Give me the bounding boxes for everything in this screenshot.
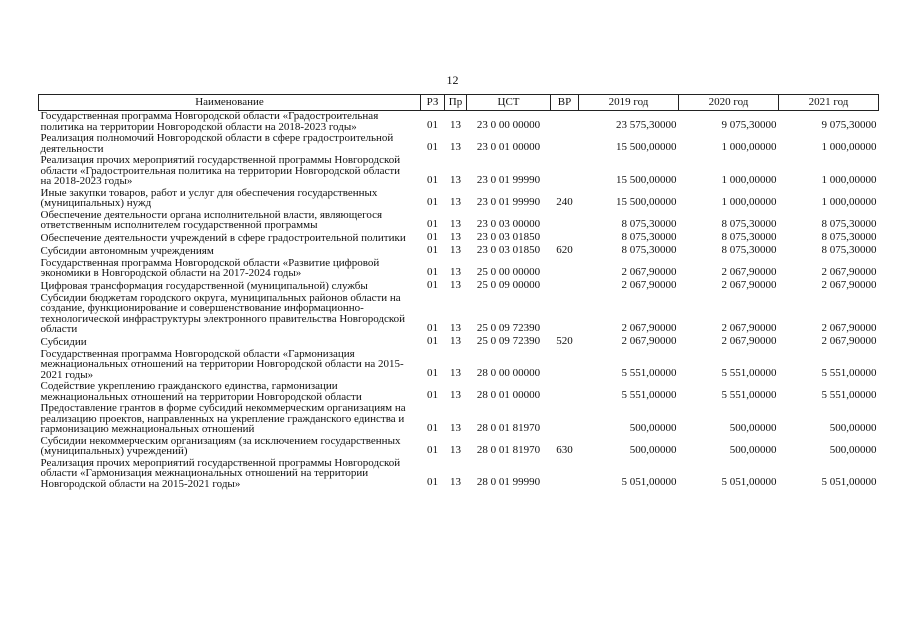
- table-row: [39, 210, 879, 232]
- row-2020: 5 551,00000: [721, 367, 777, 379]
- row-rz: 01: [427, 334, 438, 347]
- table-row: [39, 336, 879, 349]
- row-rz: 01: [427, 119, 438, 131]
- row-2019: 2 067,90000: [621, 321, 677, 334]
- table-row: [39, 381, 879, 403]
- row-name: Реализация полномочий Новгородской области в сфере градостроительной деятельности: [40, 132, 394, 155]
- row-2021: 2 067,90000: [821, 321, 877, 334]
- header-cst: ЦСТ: [467, 95, 551, 111]
- table-row: [39, 436, 879, 458]
- row-cst: 23 0 00 00000: [476, 119, 541, 131]
- row-vr: 620: [556, 243, 573, 256]
- row-rz: 01: [427, 217, 438, 230]
- row-vr: [551, 133, 579, 155]
- row-name: Субсидии бюджетам городского округа, муниципальных районов области на создание, функционирование и совершенствование информационно-технологической инфраструктуры электронного правительства Новгородской области: [40, 291, 406, 335]
- table-row: [39, 188, 879, 210]
- row-name: Обеспечение деятельности органа исполнительной власти, являющегося ответственным исполнителем государственной программы: [40, 208, 383, 231]
- row-2020: 500,00000: [729, 421, 777, 434]
- row-name: Субсидии некоммерческим организациям (за исключением государственных (муниципальных) учреждений): [40, 434, 401, 457]
- row-rz: 01: [427, 389, 438, 401]
- row-vr: [551, 210, 579, 232]
- row-rz: 01: [427, 141, 438, 153]
- header-name: Наименование: [39, 95, 421, 111]
- row-2020: 2 067,90000: [721, 265, 777, 278]
- row-name: Государственная программа Новгородской области «Гармонизация межнациональных отношений на территории Новгородской области на 2015-2021 годы»: [40, 347, 404, 381]
- row-name: Обеспечение деятельности учреждений в сфере градостроительной политики: [40, 232, 406, 244]
- row-pr: 13: [450, 334, 461, 347]
- row-2021: 1 000,00000: [821, 195, 877, 208]
- row-2019: 2 067,90000: [621, 334, 677, 347]
- header-2021: 2021 год: [779, 95, 879, 111]
- row-name: Реализация прочих мероприятий государственной программы Новгородской области «Гармонизация межнациональных отношений на территории Новгородской области на 2015-2021 годы»: [40, 456, 401, 490]
- table-row: [39, 111, 879, 134]
- row-cst: 25 0 09 72390: [476, 321, 541, 334]
- row-2019: 23 575,30000: [616, 119, 677, 131]
- row-2021: 8 075,30000: [821, 217, 877, 230]
- row-2019: 8 075,30000: [621, 217, 677, 230]
- row-2021: 500,00000: [829, 443, 877, 456]
- row-name: Государственная программа Новгородской области «Развитие цифровой экономики в Новгородской области на 2017-2024 годы»: [40, 256, 380, 279]
- row-rz: 01: [427, 243, 438, 256]
- row-2020: 2 067,90000: [721, 334, 777, 347]
- row-2020: 8 075,30000: [721, 217, 777, 230]
- row-2019: 5 551,00000: [621, 367, 677, 379]
- row-cst: 28 0 01 81970: [476, 421, 541, 434]
- row-vr: [551, 349, 579, 382]
- row-vr: [551, 155, 579, 188]
- row-2019: 5 551,00000: [621, 389, 677, 401]
- row-pr: 13: [450, 195, 461, 208]
- row-vr: [551, 381, 579, 403]
- header-2020: 2020 год: [679, 95, 779, 111]
- row-cst: 23 0 01 99990: [476, 173, 541, 186]
- table-row: [39, 232, 879, 245]
- row-vr: [551, 111, 579, 134]
- row-2019: 15 500,00000: [616, 173, 677, 186]
- row-cst: 23 0 03 01850: [476, 243, 541, 256]
- row-2021: 2 067,90000: [821, 334, 877, 347]
- row-vr: [551, 293, 579, 336]
- row-pr: 13: [450, 443, 461, 456]
- table-row: [39, 258, 879, 280]
- header-2019: 2019 год: [579, 95, 679, 111]
- row-cst: 23 0 01 99990: [476, 195, 541, 208]
- table-row: [39, 133, 879, 155]
- row-2021: 5 551,00000: [821, 389, 877, 401]
- row-cst: 28 0 01 81970: [476, 443, 541, 456]
- table-row: [39, 245, 879, 258]
- row-cst: 25 0 09 72390: [476, 334, 541, 347]
- row-2021: 9 075,30000: [821, 119, 877, 131]
- row-rz: 01: [427, 443, 438, 456]
- row-2021: 1 000,00000: [821, 141, 877, 153]
- row-name: Предоставление грантов в форме субсидий некоммерческим организациям на реализацию проектов, направленных на укрепление гражданского единства и гармонизацию межнациональных отношений: [40, 402, 406, 435]
- row-cst: 28 0 00 00000: [476, 367, 541, 379]
- row-vr: 240: [556, 195, 573, 208]
- row-name: Содействие укреплению гражданского единства, гармонизации межнациональных отношений на территории Новгородской области: [40, 380, 362, 403]
- table-row: [39, 155, 879, 188]
- row-pr: 13: [450, 141, 461, 153]
- row-2020: 1 000,00000: [721, 195, 777, 208]
- row-pr: 13: [450, 421, 461, 434]
- page-number: 12: [446, 73, 459, 87]
- row-name: Реализация прочих мероприятий государственной программы Новгородской области «Градостроительная политика на территории Новгородской области на 2018-2023 годы»: [40, 154, 401, 187]
- row-pr: 13: [450, 321, 461, 334]
- row-2020: 5 551,00000: [721, 389, 777, 401]
- row-2020: 1 000,00000: [721, 173, 777, 186]
- row-2019: 500,00000: [629, 421, 677, 434]
- row-pr: 13: [450, 476, 461, 488]
- table-header-row: [39, 95, 879, 111]
- row-2021: 5 551,00000: [821, 367, 877, 379]
- row-pr: 13: [450, 243, 461, 256]
- row-rz: 01: [427, 476, 438, 488]
- row-2020: 5 051,00000: [721, 476, 777, 488]
- row-rz: 01: [427, 173, 438, 186]
- row-pr: 13: [450, 265, 461, 278]
- row-cst: 25 0 09 00000: [476, 278, 541, 291]
- row-cst: 28 0 01 00000: [476, 389, 541, 401]
- budget-table: [38, 94, 879, 490]
- row-2020: 9 075,30000: [721, 119, 777, 131]
- row-cst: 23 0 01 00000: [476, 141, 541, 153]
- row-cst: 23 0 03 01850: [476, 230, 541, 243]
- row-pr: 13: [450, 278, 461, 291]
- table-row: [39, 349, 879, 382]
- row-vr: [551, 403, 579, 436]
- row-2019: 500,00000: [629, 443, 677, 456]
- row-rz: 01: [427, 278, 438, 291]
- row-vr: [551, 258, 579, 280]
- row-2021: 1 000,00000: [821, 173, 877, 186]
- row-vr: 520: [556, 334, 573, 347]
- row-vr: [551, 458, 579, 491]
- table-row: [39, 280, 879, 293]
- header-vr: ВР: [551, 95, 579, 111]
- row-2020: 2 067,90000: [721, 278, 777, 291]
- row-2021: 8 075,30000: [821, 230, 877, 243]
- row-rz: 01: [427, 321, 438, 334]
- row-2020: 500,00000: [729, 443, 777, 456]
- row-vr: [551, 232, 579, 245]
- row-rz: 01: [427, 230, 438, 243]
- row-rz: 01: [427, 367, 438, 379]
- row-2021: 5 051,00000: [821, 476, 877, 488]
- row-cst: 28 0 01 99990: [476, 476, 541, 488]
- row-2019: 2 067,90000: [621, 278, 677, 291]
- row-2020: 8 075,30000: [721, 243, 777, 256]
- row-pr: 13: [450, 119, 461, 131]
- row-2019: 8 075,30000: [621, 230, 677, 243]
- row-pr: 13: [450, 367, 461, 379]
- row-2020: 1 000,00000: [721, 141, 777, 153]
- row-cst: 25 0 00 00000: [476, 265, 541, 278]
- row-name: Цифровая трансформация государственной (муниципальной) службы: [40, 280, 368, 292]
- row-pr: 13: [450, 230, 461, 243]
- row-pr: 13: [450, 173, 461, 186]
- row-vr: [551, 280, 579, 293]
- row-2021: 2 067,90000: [821, 278, 877, 291]
- row-2019: 2 067,90000: [621, 265, 677, 278]
- row-2020: 2 067,90000: [721, 321, 777, 334]
- table-row: [39, 293, 879, 336]
- row-name: Субсидии: [40, 336, 87, 348]
- row-2019: 5 051,00000: [621, 476, 677, 488]
- row-vr: 630: [556, 443, 573, 456]
- row-2019: 8 075,30000: [621, 243, 677, 256]
- row-pr: 13: [450, 217, 461, 230]
- table-body: [39, 111, 879, 491]
- row-2021: 2 067,90000: [821, 265, 877, 278]
- table-row: [39, 458, 879, 491]
- row-name: Государственная программа Новгородской области «Градостроительная политика на территории Новгородской области на 2018-2023 годы»: [40, 110, 379, 133]
- header-pr: Пр: [445, 95, 467, 111]
- row-rz: 01: [427, 265, 438, 278]
- row-2019: 15 500,00000: [616, 195, 677, 208]
- row-2021: 8 075,30000: [821, 243, 877, 256]
- row-2021: 500,00000: [829, 421, 877, 434]
- row-rz: 01: [427, 421, 438, 434]
- row-name: Иные закупки товаров, работ и услуг для обеспечения государственных (муниципальных) нужд: [40, 186, 378, 209]
- row-2020: 8 075,30000: [721, 230, 777, 243]
- row-pr: 13: [450, 389, 461, 401]
- row-name: Субсидии автономным учреждениям: [40, 245, 214, 257]
- row-2019: 15 500,00000: [616, 141, 677, 153]
- row-rz: 01: [427, 195, 438, 208]
- header-rz: РЗ: [421, 95, 445, 111]
- table-row: [39, 403, 879, 436]
- row-cst: 23 0 03 00000: [476, 217, 541, 230]
